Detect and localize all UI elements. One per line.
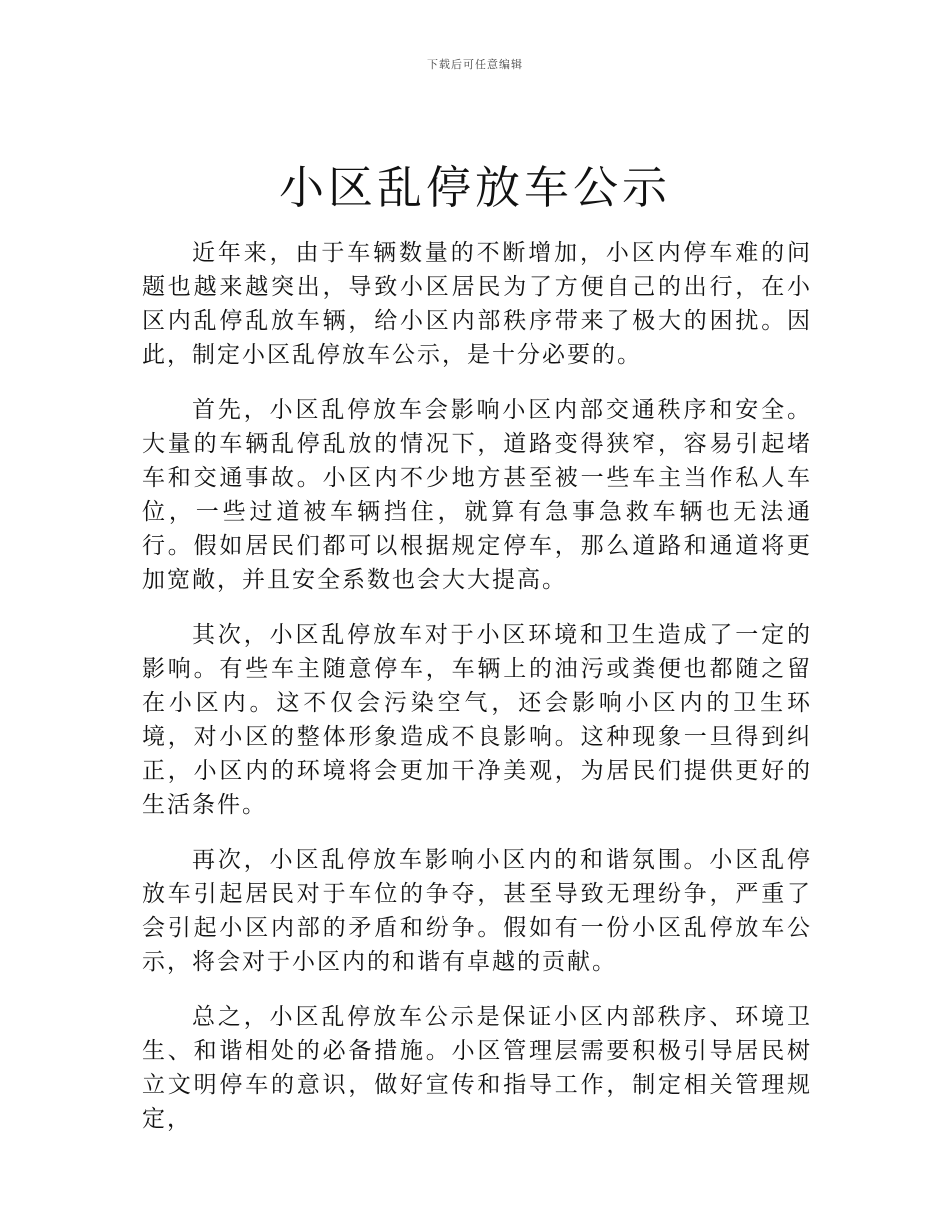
- paragraph-environment: 其次，小区乱停放车对于小区环境和卫生造成了一定的影响。有些车主随意停车，车辆上的油污或粪便也都随之留在小区内。这不仅会污染空气，还会影响小区内的卫生环境，对小区的整体形象造成不良影响。这种现象一旦得到纠正，小区内的环境将会更加干净美观，为居民们提供更好的生活条件。: [142, 622, 812, 818]
- paragraph-traffic-safety: 首先，小区乱停放车会影响小区内部交通秩序和安全。大量的车辆乱停乱放的情况下，道路变得狭窄，容易引起堵车和交通事故。小区内不少地方甚至被一些车主当作私人车位，一些过道被车辆挡住，就算有急事急救车辆也无法通行。假如居民们都可以根据规定停车，那么道路和通道将更加宽敞，并且安全系数也会大大提高。: [142, 397, 812, 593]
- paragraph-intro: 近年来，由于车辆数量的不断增加，小区内停车难的问题也越来越突出，导致小区居民为了方便自己的出行，在小区内乱停乱放车辆，给小区内部秩序带来了极大的困扰。因此，制定小区乱停放车公示，是十分必要的。: [142, 240, 812, 368]
- page-header-note: 下载后可任意编辑: [427, 58, 523, 71]
- document-title: 小区乱停放车公示: [278, 161, 671, 214]
- document-body: [142, 236, 812, 1157]
- paragraph-harmony: 再次，小区乱停放车影响小区内的和谐氛围。小区乱停放车引起居民对于车位的争夺，甚至导致无理纷争，严重了会引起小区内部的矛盾和纷争。假如有一份小区乱停放车公示，将会对于小区内的和谐有卓越的贡献。: [142, 847, 812, 975]
- paragraph-conclusion: 总之，小区乱停放车公示是保证小区内部秩序、环境卫生、和谐相处的必备措施。小区管理层需要积极引导居民树立文明停车的意识，做好宣传和指导工作，制定相关管理规定，: [142, 1004, 812, 1132]
